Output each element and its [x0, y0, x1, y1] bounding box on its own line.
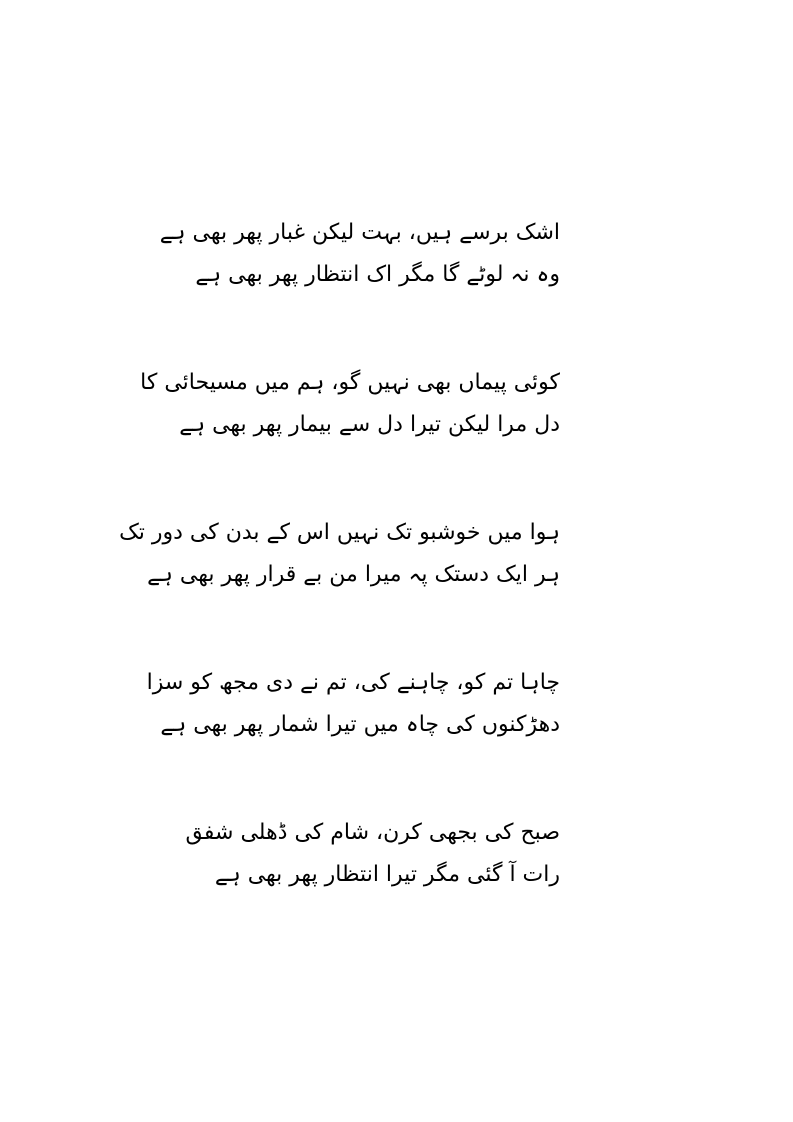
- stanza-5: [185, 812, 560, 896]
- stanza-3: [119, 512, 560, 596]
- stanza-2: [140, 362, 560, 446]
- stanza-1: [159, 212, 560, 296]
- verse-line: ہوا میں خوشبو تک نہیں اس کے بدن کی دور تک: [119, 520, 560, 545]
- verse-line: چاہا تم کو، چاہنے کی، تم نے دی مجھ کو سزا: [146, 670, 560, 695]
- verse-line: رات آ گئی مگر تیرا انتظار پھر بھی ہے: [214, 862, 560, 887]
- verse-line: اشک برسے ہیں، بہت لیکن غبار پھر بھی ہے: [159, 220, 560, 245]
- verse-line: دل مرا لیکن تیرا دل سے بیمار پھر بھی ہے: [179, 412, 560, 437]
- verse-line: وہ نہ لوٹے گا مگر اک انتظار پھر بھی ہے: [195, 262, 560, 287]
- verse-line: ہر ایک دستک پہ میرا من بے قرار پھر بھی ہے: [147, 562, 560, 587]
- verse-line: کوئی پیماں بھی نہیں گو، ہم میں مسیحائی کا: [140, 370, 560, 395]
- stanza-4: [146, 662, 560, 746]
- ghazal-poem: [119, 212, 560, 896]
- verse-line: صبح کی بجھی کرن، شام کی ڈھلی شفق: [185, 820, 560, 845]
- verse-line: دھڑکنوں کی چاہ میں تیرا شمار پھر بھی ہے: [160, 712, 560, 737]
